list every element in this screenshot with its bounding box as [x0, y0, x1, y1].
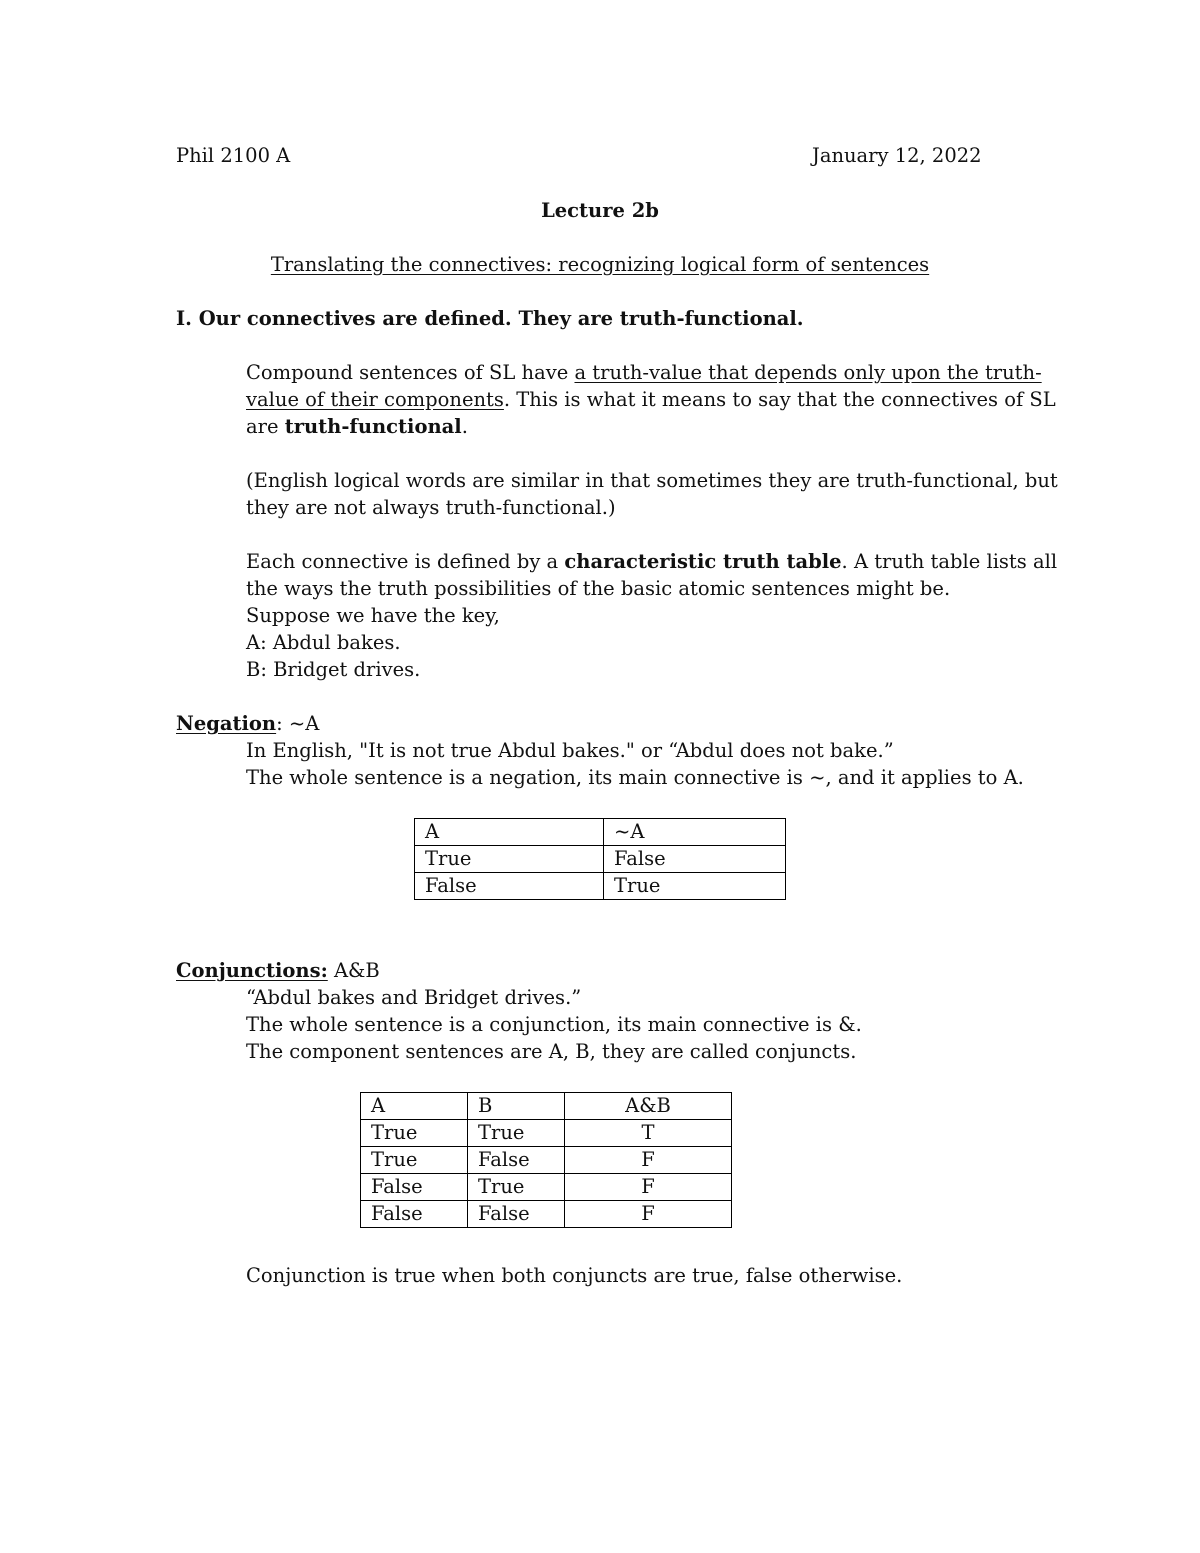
table-cell: False — [604, 846, 786, 873]
para3-line1 — [246, 548, 1057, 575]
table-cell: True — [468, 1120, 565, 1147]
table-row — [415, 819, 786, 846]
page-subtitle — [0, 251, 1200, 278]
section-heading: I. Our connectives are defined. They are truth-functional. — [176, 307, 804, 330]
conjunction-line1: “Abdul bakes and Bridget drives.” — [246, 986, 582, 1009]
table-header-cell: B — [468, 1093, 565, 1120]
para1-bold: truth-functional — [284, 415, 462, 438]
table-cell: F — [565, 1147, 732, 1174]
negation-formula: : ~A — [276, 712, 320, 735]
para3-text-b: . A truth table lists all — [841, 550, 1058, 573]
table-cell: True — [604, 873, 786, 900]
table-header-cell: A — [415, 819, 604, 846]
conjunction-formula: A&B — [327, 959, 380, 982]
para3-line2: the ways the truth possibilities of the basic atomic sentences might be. — [246, 577, 951, 600]
conjunction-summary: Conjunction is true when both conjuncts are true, false otherwise. — [246, 1264, 903, 1287]
table-row — [361, 1201, 732, 1228]
table-cell: False — [361, 1201, 468, 1228]
para1-underline-2: value of their components — [246, 388, 504, 411]
conjunction-line3: The component sentences are A, B, they are called conjuncts. — [246, 1040, 857, 1063]
conjunction-heading — [176, 957, 380, 984]
para3-text-a: Each connective is defined by a — [246, 550, 565, 573]
table-cell: True — [361, 1120, 468, 1147]
conjunction-label: Conjunctions: — [176, 959, 328, 982]
para3-bold: characteristic truth table — [564, 550, 842, 573]
table-cell: True — [415, 846, 604, 873]
table-row — [361, 1120, 732, 1147]
conjunction-truth-table — [360, 1092, 732, 1228]
para1-line1 — [246, 359, 1042, 386]
negation-label: Negation — [176, 712, 277, 735]
para1-underline-1: a truth-value that depends only upon the truth- — [574, 361, 1042, 384]
negation-heading — [176, 710, 319, 737]
table-row — [361, 1174, 732, 1201]
table-cell: False — [468, 1147, 565, 1174]
table-cell: False — [361, 1174, 468, 1201]
table-cell: True — [468, 1174, 565, 1201]
para2-line1: (English logical words are similar in that sometimes they are truth-functional, but — [246, 469, 1058, 492]
para1-text-b: . This is what it means to say that the connectives of SL — [503, 388, 1056, 411]
table-cell: False — [468, 1201, 565, 1228]
para1-text-d: . — [461, 415, 468, 438]
table-row — [361, 1147, 732, 1174]
table-row — [415, 873, 786, 900]
key-b: B: Bridget drives. — [246, 658, 421, 681]
course-label: Phil 2100 A — [176, 144, 291, 167]
para1-text-a: Compound sentences of SL have — [246, 361, 575, 384]
para1-line2 — [246, 386, 1056, 413]
negation-line2: The whole sentence is a negation, its main connective is ~, and it applies to A. — [246, 766, 1024, 789]
key-a: A: Abdul bakes. — [246, 631, 401, 654]
table-cell: F — [565, 1201, 732, 1228]
table-cell: True — [361, 1147, 468, 1174]
table-cell: False — [415, 873, 604, 900]
page-title: Lecture 2b — [541, 199, 659, 222]
table-row — [361, 1093, 732, 1120]
para2-line2: they are not always truth-functional.) — [246, 496, 616, 519]
negation-truth-table — [414, 818, 786, 900]
table-row — [415, 846, 786, 873]
para3-line3: Suppose we have the key, — [246, 604, 500, 627]
table-cell: F — [565, 1174, 732, 1201]
conjunction-line2: The whole sentence is a conjunction, its main connective is &. — [246, 1013, 862, 1036]
para1-line3 — [246, 413, 468, 440]
table-header-cell: ~A — [604, 819, 786, 846]
para1-text-c: are — [246, 415, 285, 438]
table-cell: T — [565, 1120, 732, 1147]
table-header-cell: A — [361, 1093, 468, 1120]
subtitle-text: Translating the connectives: recognizing logical form of sentences — [270, 253, 930, 276]
date-label: January 12, 2022 — [812, 144, 982, 167]
table-header-cell: A&B — [565, 1093, 732, 1120]
negation-line1: In English, "It is not true Abdul bakes." or “Abdul does not bake.” — [246, 739, 894, 762]
